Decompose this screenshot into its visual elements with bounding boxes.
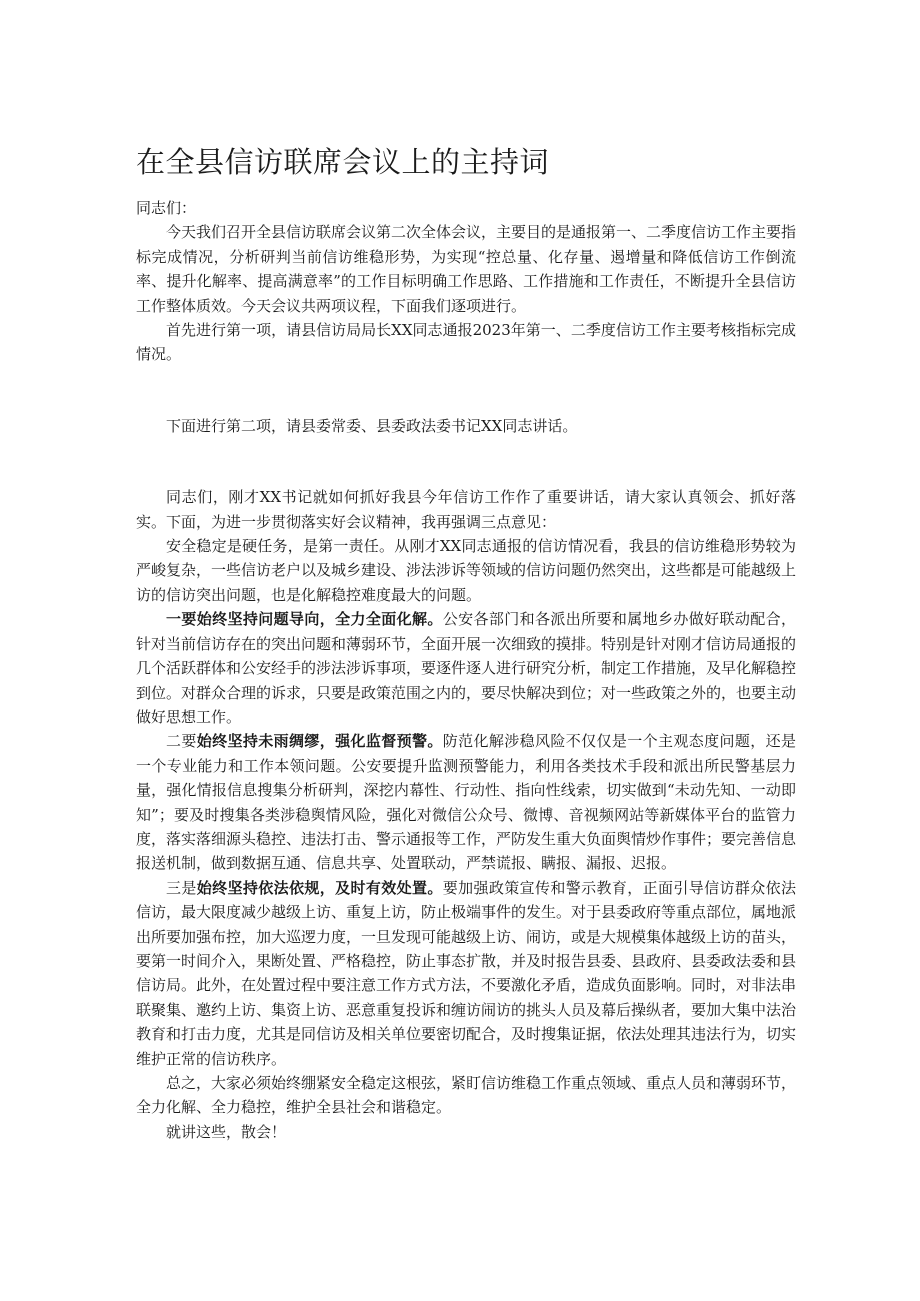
paragraph-conclusion: 总之，大家必须始终绷紧安全稳定这根弦，紧盯信访维稳工作重点领域、重点人员和薄弱环节，全力化解、全力稳控，维护全县社会和谐稳定。 bbox=[136, 1074, 797, 1117]
document-title: 在全县信访联席会议上的主持词 bbox=[136, 145, 550, 179]
point-3-heading: 始终坚持依法依规，及时有效处置。 bbox=[196, 878, 443, 897]
point-2-prefix: 二要 bbox=[166, 732, 197, 751]
paragraph-point-3 bbox=[136, 876, 796, 1071]
paragraph-point-2 bbox=[136, 729, 796, 875]
point-2-text: 防范化解涉稳风险不仅仅是一个主观态度问题，还是一个专业能力和工作本领问题。公安要提升监测预警能力，利用各类技术手段和派出所民警基层力量，强化情报信息搜集分析研判，深挖内幕性、行动性、指向性线索，切实做到“未动先知、一动即知”；要及时搜集各类涉稳舆情风险，强化对微信公众号、微博、音视频网站等新媒体平台的监管力度，落实落细源头稳控、违法打击、警示通报等工作，严防发生重大负面舆情炒作事件；要完善信息报送机制，做到数据互通、信息共享、处置联动，严禁谎报、瞒报、漏报、迟报。 bbox=[136, 732, 797, 873]
paragraph-intro: 今天我们召开全县信访联席会议第二次全体会议，主要目的是通报第一、二季度信访工作主要指标完成情况，分析研判当前信访维稳形势，为实现“控总量、化存量、遏增量和降低信访工作倒流率、提升化解率、提高满意率”的工作目标明确工作思路、工作措施和工作责任，不断提升全县信访工作整体质效。今天会议共两项议程，下面我们逐项进行。 bbox=[136, 223, 797, 315]
closing-line: 就讲这些，散会！ bbox=[166, 1122, 287, 1141]
paragraph-situation: 安全稳定是硬任务，是第一责任。从刚才XX同志通报的信访情况看，我县的信访维稳形势较为严峻复杂，一些信访老户以及城乡建设、涉法涉诉等领域的信访问题仍然突出，这些都是可能越级上访的信访突出问题，也是化解稳控难度最大的问题。 bbox=[136, 537, 797, 604]
salutation: 同志们： bbox=[136, 199, 197, 217]
point-1-text: 公安各部门和各派出所要和属地乡办做好联动配合，针对当前信访存在的突出问题和薄弱环节，全面开展一次细致的摸排。特别是针对刚才信访局通报的几个活跃群体和公安经手的涉法涉诉事项，要逐件逐人进行研究分析，制定工作措施，及早化解稳控到位。对群众合理的诉求，只要是政策范围之内的，要尽快解决到位；对一些政策之外的，也要主动做好思想工作。 bbox=[136, 610, 797, 726]
point-3-prefix: 三是 bbox=[166, 878, 197, 897]
point-3-text: 要加强政策宣传和警示教育，正面引导信访群众依法信访，最大限度减少越级上访、重复上访，防止极端事件的发生。对于县委政府等重点部位，属地派出所要加强布控，加大巡逻力度，一旦发现可能越级上访、闹访，或是大规模集体越级上访的苗头，要第一时间介入，果断处置、严格稳控，防止事态扩散，并及时报告县委、县政府、县委政法委和县信访局。此外，在处置过程中要注意工作方式方法，不要激化矛盾，造成负面影响。同时，对非法串联聚集、邀约上访、集资上访、恶意重复投诉和缠访闹访的挑头人员及幕后操纵者，要加大集中法治教育和打击力度，尤其是同信访及相关单位要密切配合，及时搜集证据，依法处理其违法行为，切实维护正常的信访秩序。 bbox=[136, 878, 797, 1068]
document-body bbox=[136, 196, 796, 1144]
paragraph-summary-intro: 同志们，刚才XX书记就如何抓好我县今年信访工作作了重要讲话，请大家认真领会、抓好落实。下面，为进一步贯彻落实好会议精神，我再强调三点意见： bbox=[136, 488, 796, 531]
point-2-heading: 始终坚持未雨绸缪，强化监督预警。 bbox=[196, 732, 443, 751]
paragraph-point-1 bbox=[136, 607, 796, 729]
point-1-heading: 一要始终坚持问题导向，全力全面化解。 bbox=[166, 610, 443, 629]
paragraph-agenda-item-2: 下面进行第二项，请县委常委、县委政法委书记XX同志讲话。 bbox=[166, 416, 578, 435]
paragraph-agenda-item-1: 首先进行第一项，请县信访局局长XX同志通报2023年第一、二季度信访工作主要考核指标完成情况。 bbox=[136, 321, 796, 364]
